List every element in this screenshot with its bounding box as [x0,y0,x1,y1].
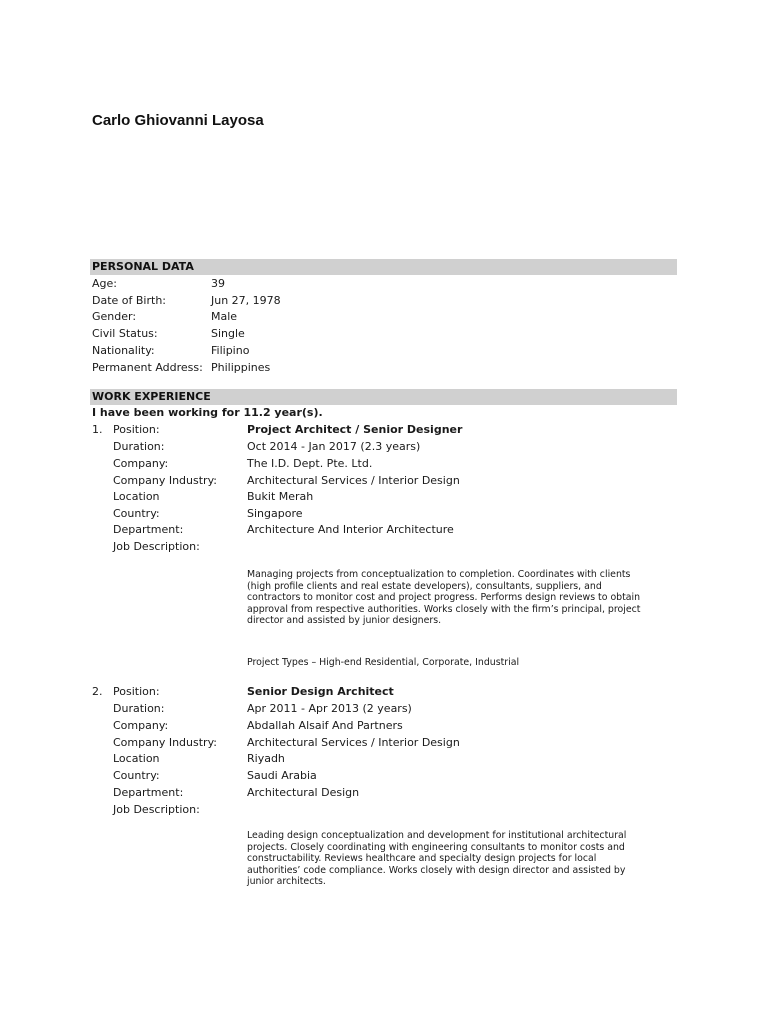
department-value: Architecture And Interior Architecture [247,523,454,536]
age-value: 39 [211,277,225,290]
duration-label: Duration: [113,440,165,453]
gender-label: Gender: [92,310,137,323]
experience-summary: I have been working for 11.2 year(s). [92,406,323,419]
description-line: Leading design conceptualization and development for institutional architectural [247,830,627,841]
nationality-value: Filipino [211,344,250,357]
duration-value: Apr 2011 - Apr 2013 (2 years) [247,702,412,715]
department-label: Department: [113,523,184,536]
job-number: 1. [92,423,103,436]
description-line: junior architects. [247,876,326,888]
nationality-label: Nationality: [92,344,155,357]
location-value: Riyadh [247,752,285,765]
description-line: approval from respective authorities. Works closely with the firm’s principal, project [247,603,641,615]
location-label: Location [113,490,160,503]
position-value: Senior Design Architect [247,685,394,698]
company-value: Abdallah Alsaif And Partners [247,719,403,732]
country-label: Country: [113,769,160,782]
description-line: (high profile clients and real estate developers), consultants, suppliers, and [247,580,602,592]
job-number: 2. [92,685,103,698]
job-description-label: Job Description: [113,803,200,816]
job-description [247,569,679,627]
location-value: Bukit Merah [247,490,314,503]
job-description [247,830,679,888]
position-value: Project Architect / Senior Designer [247,423,463,436]
gender-value: Male [211,310,238,323]
country-value: Singapore [247,507,303,520]
personal-data-heading: PERSONAL DATA [90,259,677,275]
industry-value: Architectural Services / Interior Design [247,736,460,749]
position-label: Position: [113,423,160,436]
job-description-label: Job Description: [113,540,200,553]
resume-name: Carlo Ghiovanni Layosa [92,112,264,129]
description-line: constructability. Reviews healthcare and specialty design projects for local [247,853,597,865]
industry-label: Company Industry: [113,736,217,749]
civil-status-label: Civil Status: [92,327,158,340]
country-value: Saudi Arabia [247,769,317,782]
address-value: Philippines [211,361,271,374]
duration-value: Oct 2014 - Jan 2017 (2.3 years) [247,440,421,453]
dob-value: Jun 27, 1978 [211,294,281,307]
department-value: Architectural Design [247,786,360,799]
description-line: projects. Closely coordinating with engineering consultants to monitor costs and [247,841,625,853]
company-value: The I.D. Dept. Pte. Ltd. [247,457,373,470]
description-line: contractors to monitor cost and project progress. Performs design reviews to obtain [247,592,641,604]
position-label: Position: [113,685,160,698]
dob-label: Date of Birth: [92,294,167,307]
duration-label: Duration: [113,702,165,715]
project-types: Project Types – High-end Residential, Corporate, Industrial [247,657,520,668]
country-label: Country: [113,507,160,520]
description-line: Managing projects from conceptualization to completion. Coordinates with clients [247,569,631,580]
company-label: Company: [113,719,169,732]
age-label: Age: [92,277,117,290]
address-label: Permanent Address: [92,361,203,374]
department-label: Department: [113,786,184,799]
description-line: authorities’ code compliance. Works closely with design director and assisted by [247,864,626,876]
location-label: Location [113,752,160,765]
company-label: Company: [113,457,169,470]
work-experience-heading: WORK EXPERIENCE [90,389,677,405]
industry-label: Company Industry: [113,474,217,487]
industry-value: Architectural Services / Interior Design [247,474,460,487]
description-line: director and assisted by junior designers. [247,615,442,627]
civil-status-value: Single [211,327,245,340]
